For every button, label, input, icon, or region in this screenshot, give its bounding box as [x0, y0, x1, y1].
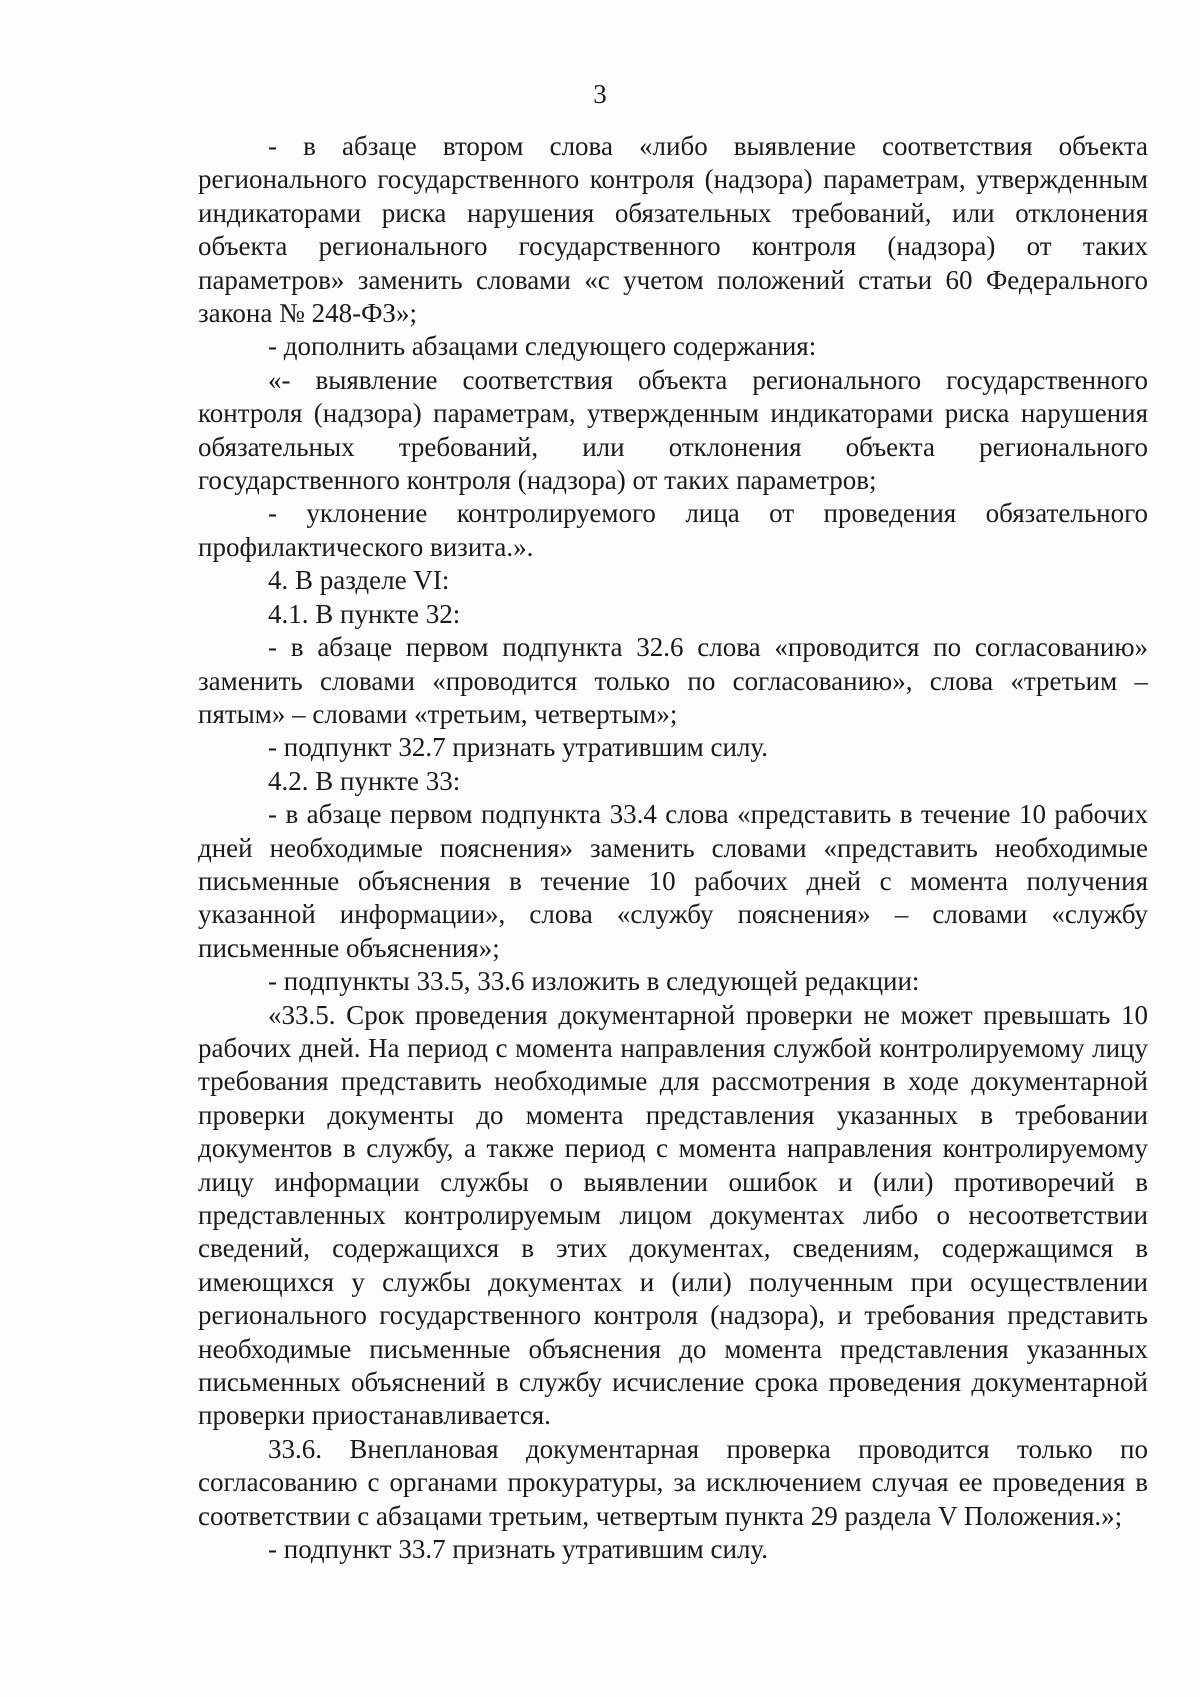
paragraph-5: 4. В разделе VI:: [268, 565, 450, 596]
paragraph-10: - в абзаце первом подпункта 33.4 слова «представить в течение 10 рабочих дней необходимые пояснения» заменить словами «представить необходимые письменные объяснения в течение 10 рабочих дней с момента получения указанной информации», слова «службу пояснения» – словами «службу письменные объяснения»;: [198, 799, 1148, 963]
paragraph-9: 4.2. В пункте 33:: [268, 765, 461, 796]
paragraph-8: - подпункт 32.7 признать утратившим силу.: [268, 732, 768, 763]
paragraph-14: - подпункт 33.7 признать утратившим силу.: [268, 1534, 768, 1565]
paragraph-4: - уклонение контролируемого лица от проведения обязательного профилактического визита.».: [198, 498, 1148, 562]
paragraph-1: - в абзаце втором слова «либо выявление соответствия объекта регионального государственного контроля (надзора) параметрам, утвержденным индикаторами риска нарушения обязательных требований, или отклонения объекта регионального государственного контроля (надзора) от таких параметров» заменить словами «с учетом положений статьи 60 Федерального закона № 248-ФЗ»;: [198, 131, 1148, 329]
paragraph-6: 4.1. В пункте 32:: [268, 598, 461, 629]
paragraph-13: 33.6. Внеплановая документарная проверка проводится только по согласованию с органами прокуратуры, за исключением случая ее проведения в соответствии с абзацами третьим, четвертым пункта 29 раздела V Положения.»;: [198, 1433, 1148, 1531]
paragraph-2: - дополнить абзацами следующего содержания:: [268, 331, 817, 362]
document-body: [198, 130, 1148, 1566]
page-number: 3: [593, 79, 607, 109]
paragraph-7: - в абзаце первом подпункта 32.6 слова «проводится по согласованию» заменить словами «проводится только по согласованию», слова «третьим – пятым» – словами «третьим, четвертым»;: [198, 632, 1148, 729]
paragraph-12: «33.5. Срок проведения документарной проверки не может превышать 10 рабочих дней. На период с момента направления службой контролируемому лицу требования представить необходимые для рассмотрения в ходе документарной проверки документы до момента представления указанных в требовании документов в службу, а также период с момента направления контролируемому лицу информации службы о выявлении ошибок и (или) противоречий в представленных контролируемым лицом документах либо о несоответствии сведений, содержащихся в этих документах, сведениям, содержащимся в имеющихся у службы документах и (или) полученным при осуществлении регионального государственного контроля (надзора), и требования представить необходимые письменные объяснения до момента представления указанных письменных объяснений в службу исчисление срока проведения документарной проверки приостанавливается.: [198, 999, 1148, 1431]
paragraph-11: - подпункты 33.5, 33.6 изложить в следующей редакции:: [268, 966, 920, 997]
paragraph-3: «- выявление соответствия объекта регионального государственного контроля (надзора) параметрам, утвержденным индикаторами риска нарушения обязательных требований, или отклонения объекта регионального государственного контроля (надзора) от таких параметров;: [198, 364, 1148, 496]
